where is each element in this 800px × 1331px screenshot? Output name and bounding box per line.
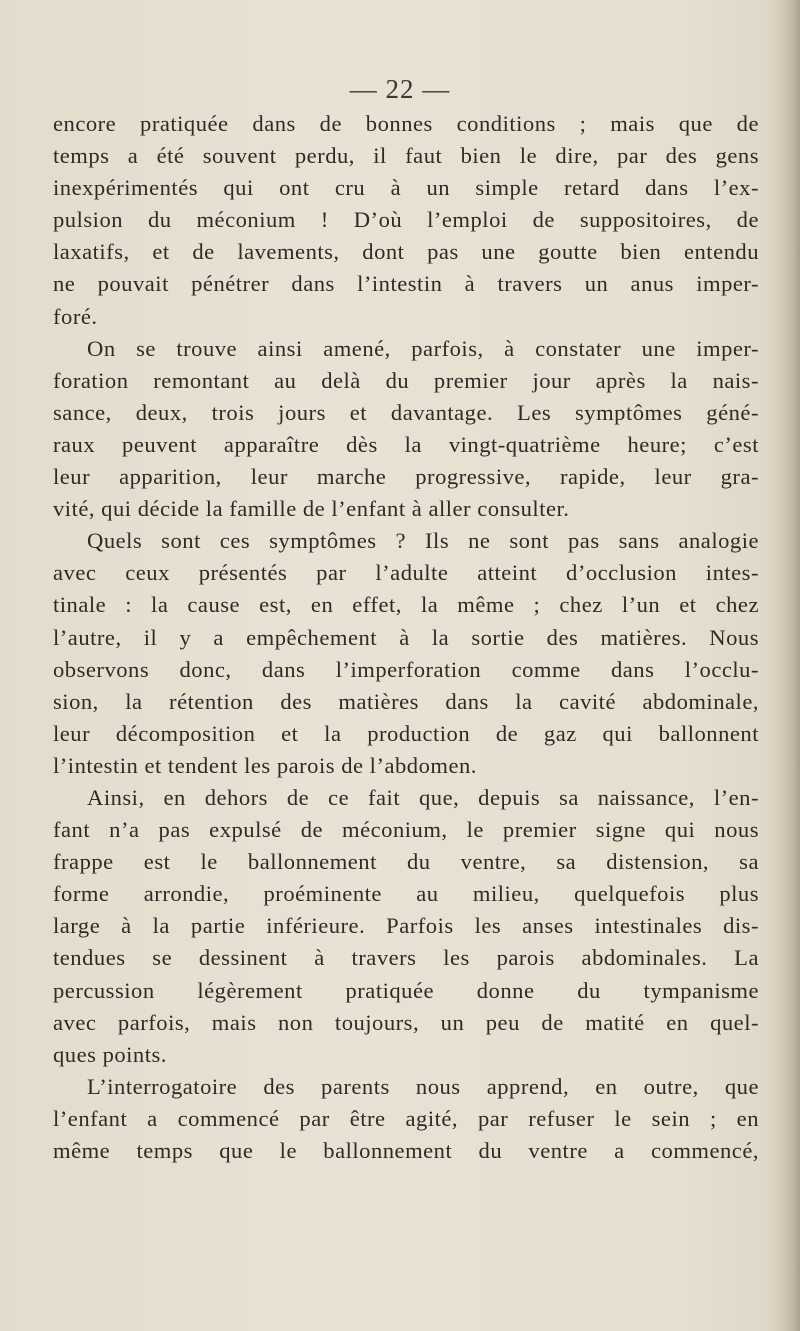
- text-line: pulsion du méconium ! D’où l’emploi de suppositoires, de: [53, 207, 759, 233]
- text-line: foré.: [53, 303, 98, 329]
- text-line: même temps que le ballonnement du ventre a commencé,: [53, 1138, 759, 1163]
- text-line: Quels sont ces symptômes ? Ils ne sont pas sans analogie: [87, 528, 759, 554]
- text-line: raux peuvent apparaître dès la vingt-quatrième heure; c’est: [53, 431, 759, 457]
- text-line: ne pouvait pénétrer dans l’intestin à travers un anus imper-: [53, 271, 759, 297]
- text-line: forme arrondie, proéminente au milieu, quelquefois plus: [53, 881, 759, 907]
- text-line: frappe est le ballonnement du ventre, sa distension, sa: [53, 849, 759, 875]
- text-line: L’interrogatoire des parents nous apprend, en outre, que: [87, 1073, 759, 1099]
- text-line: fant n’a pas expulsé de méconium, le premier signe qui nous: [53, 817, 759, 843]
- text-line: avec parfois, mais non toujours, un peu de matité en quel-: [53, 1009, 759, 1035]
- page-number: — 22 —: [349, 74, 451, 104]
- text-line: foration remontant au delà du premier jour après la nais-: [53, 367, 759, 393]
- text-line: inexpérimentés qui ont cru à un simple retard dans l’ex-: [53, 175, 759, 201]
- page-edge-shadow: [766, 0, 800, 1331]
- text-line: sance, deux, trois jours et davantage. Les symptômes géné-: [53, 399, 759, 425]
- text-line: temps a été souvent perdu, il faut bien le dire, par des gens: [53, 143, 759, 169]
- text-line: leur décomposition et la production de gaz qui ballonnent: [53, 720, 759, 746]
- text-line: leur apparition, leur marche progressive, rapide, leur gra-: [53, 464, 759, 490]
- text-line: laxatifs, et de lavements, dont pas une goutte bien entendu: [53, 239, 759, 265]
- text-line: avec ceux présentés par l’adulte atteint d’occlusion intes-: [53, 560, 759, 586]
- text-line: observons donc, dans l’imperforation comme dans l’occlu-: [53, 656, 759, 682]
- text-line: On se trouve ainsi amené, parfois, à constater une imper-: [87, 335, 759, 361]
- text-line: sion, la rétention des matières dans la cavité abdominale,: [53, 688, 759, 714]
- text-line: l’autre, il y a empêchement à la sortie des matières. Nous: [53, 624, 759, 650]
- text-line: tinale : la cause est, en effet, la même ; chez l’un et chez: [53, 592, 759, 618]
- text-line: l’enfant a commencé par être agité, par refuser le sein ; en: [53, 1105, 759, 1131]
- text-line: vité, qui décide la famille de l’enfant à aller consulter.: [53, 496, 570, 522]
- text-line: encore pratiquée dans de bonnes conditions ; mais que de: [53, 111, 759, 136]
- text-line: ques points.: [53, 1041, 167, 1067]
- body-text: [53, 108, 759, 1167]
- text-line: percussion légèrement pratiquée donne du tympanisme: [53, 977, 759, 1003]
- text-line: l’intestin et tendent les parois de l’abdomen.: [53, 752, 477, 778]
- text-line: Ainsi, en dehors de ce fait que, depuis sa naissance, l’en-: [87, 784, 759, 810]
- text-line: tendues se dessinent à travers les parois abdominales. La: [53, 945, 759, 971]
- text-line: large à la partie inférieure. Parfois les anses intestinales dis-: [53, 913, 759, 939]
